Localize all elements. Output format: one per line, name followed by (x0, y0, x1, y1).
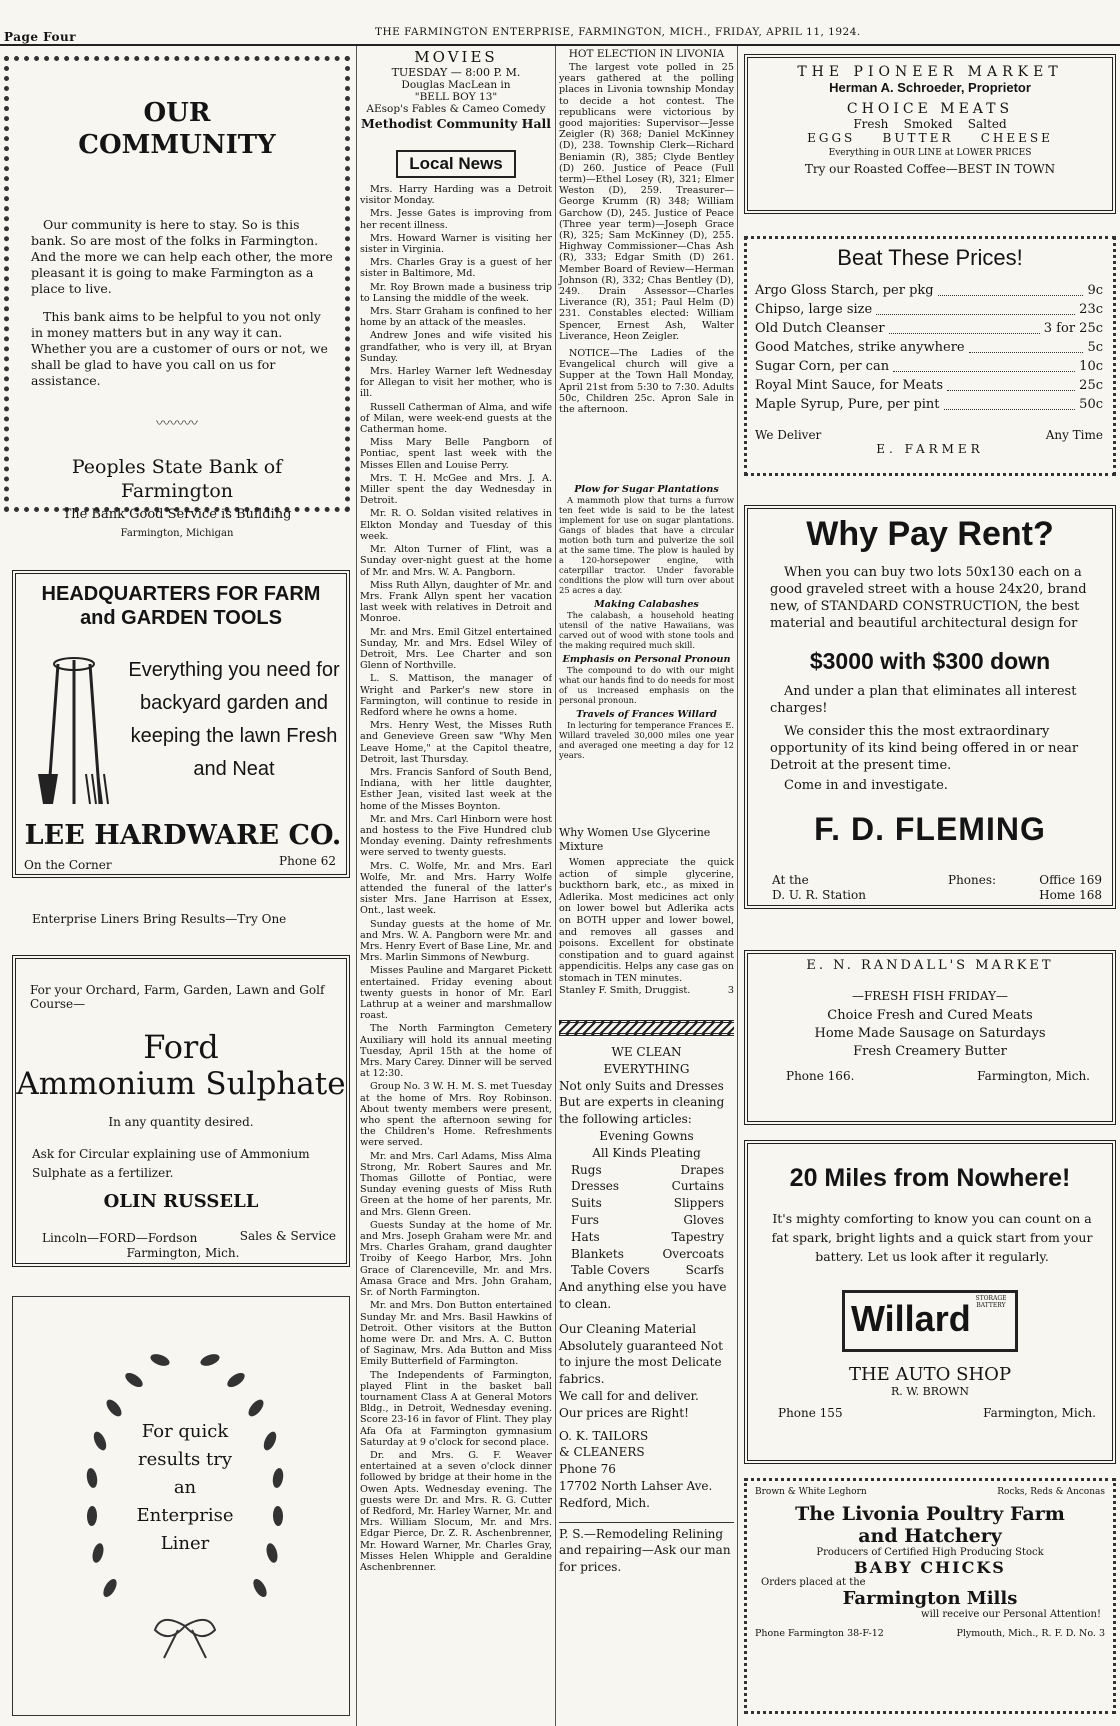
local-news-item: Sunday guests at the home of Mr. and Mrs. W. A. Pangborn were Mr. and Mrs. Henry Evert of Base Line, Mr. and Mrs. Marlin Simmons of Newburg. (360, 918, 552, 964)
auto-body: It's mighty comforting to know you can count on a fat spark, bright lights and a quick start from your battery. Let us look after it regularly. (771, 1211, 1093, 1264)
willard-brand: Willard (851, 1298, 971, 1339)
prices-title: Beat These Prices! (837, 245, 1023, 270)
filler-title: Making Calabashes (594, 599, 699, 610)
filler-title: Emphasis on Personal Pronoun (562, 654, 731, 665)
rent-body: When you can buy two lots 50x130 each on a good graveled street with a house 24x20, brand new, of STANDARD CONSTRUCTION, the best material and beautiful architectural design for (770, 565, 1087, 631)
local-news-item: Mr. and Mrs. Emil Gitzel entertained Sunday, Mr. and Mrs. Edsel Wiley of Detroit, Mrs. Lee Charter and son Glenn of Northville. (360, 626, 552, 672)
price-item-name: Maple Syrup, Pure, per pint (755, 397, 940, 412)
tailors-tail: And anything else you have to clean. (559, 1280, 727, 1311)
price-item-value: 9c (1087, 283, 1103, 298)
ford-ad (12, 955, 350, 1267)
rent-name: F. D. FLEMING (814, 811, 1046, 847)
tailors-item: Slippers (673, 1196, 724, 1211)
dot-leader (947, 376, 1075, 391)
poultry-orders: Orders placed at the (761, 1577, 866, 1588)
rent-come: Come in and investigate. (784, 778, 948, 793)
local-news-item: Mrs. Henry West, the Misses Ruth and Genevieve Green saw "Why Men Leave Home," at the Capitol theatre, Detroit, last Thursday. (360, 720, 552, 765)
bank-name: Peoples State Bank of Farmington (71, 456, 283, 502)
dot-leader (944, 395, 1076, 410)
randall-name: E. N. RANDALL'S MARKET (806, 958, 1054, 973)
rent-at: At the (772, 873, 809, 887)
randall-line: Fresh Creamery Butter (853, 1044, 1007, 1059)
price-item (755, 338, 1103, 357)
tailors-address: 17702 North Lahser Ave. (559, 1478, 713, 1493)
price-item-value: 10c (1079, 359, 1103, 374)
price-list (755, 281, 1103, 414)
garden-tools-icon (28, 654, 120, 814)
movies-line: "BELL BOY 13" (414, 91, 498, 103)
column-rule (356, 46, 357, 1726)
local-news-title: Local News (396, 150, 516, 178)
column-rule (555, 46, 556, 1726)
filler-title: Travels of Frances Willard (576, 709, 717, 720)
tailors-item-row (559, 1178, 734, 1195)
willard-logo (842, 1290, 1018, 1352)
tailors-item: Blankets (571, 1246, 624, 1261)
price-item-name: Sugar Corn, per can (755, 359, 890, 374)
price-item-value: 3 for 25c (1043, 321, 1103, 336)
tailors-town: Redford, Mich. (559, 1495, 650, 1510)
tailors-item: Gloves (683, 1212, 724, 1227)
tailors-call: We call for and deliver. (559, 1388, 699, 1403)
wreath-text (125, 1418, 245, 1558)
price-item (755, 376, 1103, 395)
local-news-item: Dr. and Mrs. G. F. Weaver entertained at a seven o'clock dinner followed by bridge at their home in the Owen Apts. Wednesday evening. The guests were Dr. and Mrs. R. G. Cutter of Redford, Mr. Harley Warner, Mr. and Mrs. William Slocum, Mr. and Mrs. Edgar Pierce, Dr. Z. R. Aschenbrenner, Mr. Howard Warner, Mr. Charles Gray, Misses Helen Whipple and Geraldine Aschenbrenner. (360, 1449, 552, 1573)
local-news-item: Mrs. C. Wolfe, Mr. and Mrs. Earl Wolfe, Mr. and Mrs. Harry Wolfe attended the funeral of the latter's sister Mrs. Jane Harrison at Essex, Ont., last week. (360, 860, 552, 917)
auto-town: Farmington, Mich. (983, 1406, 1096, 1420)
tailors-item-row (559, 1262, 734, 1279)
tailors-item-row (559, 1195, 734, 1212)
masthead: THE FARMINGTON ENTERPRISE, FARMINGTON, MICH., FRIDAY, APRIL 11, 1924. (375, 26, 861, 38)
tailors-ps: P. S.—Remodeling Relining and repairing—Ask our man for prices. (559, 1522, 734, 1576)
filler-body: The calabash, a household heating utensil of the native Hawaiians, was carved out of wood with stone tools and the making required much skill. (559, 610, 734, 650)
tailors-guarantee: Our Cleaning Material Absolutely guaranteed Not to injure the most Delicate fabrics. (559, 1321, 723, 1387)
pioneer-name: THE PIONEER MARKET (797, 64, 1063, 80)
movies-line: AEsop's Fables & Cameo Comedy (366, 103, 546, 115)
ford-intro: For your Orchard, Farm, Garden, Lawn and Golf Course— (30, 983, 325, 1011)
pioneer-meats: CHOICE MEATS (846, 101, 1014, 117)
local-news-item: The North Farmington Cemetery Auxiliary will hold its annual meeting Tuesday, April 15th at the home of Mrs. Mary Carey. Dinner will be served at 12:30. (360, 1023, 552, 1080)
movies-box (360, 48, 552, 131)
tailors-name: O. K. TAILORS (559, 1428, 649, 1443)
randall-market-ad (744, 950, 1116, 1125)
election-story (559, 48, 734, 415)
local-news-item: Mrs. Harley Warner left Wednesday for Allegan to visit her mother, who is ill. (360, 366, 552, 400)
prices-deliver: We Deliver (755, 428, 822, 442)
tailors-line: Evening Gowns (599, 1128, 694, 1143)
liner-note: Enterprise Liners Bring Results—Try One (32, 912, 287, 926)
local-news-item: Mr. R. O. Soldan visited relatives in Elkton Monday and Tuesday of this week. (360, 508, 552, 542)
local-news-item: Mr. Alton Turner of Flint, was a Sunday over-night guest at the home of Mr. and Mrs. W. A. Pangborn. (360, 544, 552, 578)
dot-leader (969, 338, 1084, 353)
local-news-item: Miss Ruth Allyn, daughter of Mr. and Mrs. Frank Allyn spent her vacation last week with relatives in Detroit and Monroe. (360, 579, 552, 625)
local-news-column (360, 184, 552, 1724)
wreath-line: an (173, 1477, 197, 1498)
tailors-item-row (559, 1162, 734, 1179)
rent-station: D. U. R. Station (772, 888, 866, 902)
rent-phones: Phones: (948, 873, 997, 887)
tailors-item: Table Covers (571, 1263, 650, 1278)
hardware-ad (12, 570, 350, 878)
page-header (0, 0, 1120, 46)
local-news-item: Mrs. Starr Graham is confined to her home by an attack of the measles. (360, 306, 552, 329)
hardware-headline: HEADQUARTERS FOR FARM and GARDEN TOOLS (41, 583, 321, 629)
bank-ad-paragraph: Our community is here to stay. So is this bank. So are most of the folks in Farmington. And the more we can help each other, the more pleasant it is going to make Farmington as a place to live. (31, 217, 333, 296)
tailors-intro: Not only Suits and Dresses But are experts in cleaning the following articles: (559, 1078, 725, 1127)
local-news-item: Mrs. T. H. McGee and Mrs. J. A. Miller spent the day Wednesday in Detroit. (360, 472, 552, 507)
bank-tagline: The Bank Good Service is Building (62, 507, 292, 522)
movies-title: MOVIES (414, 48, 498, 66)
tailors-headline: WE CLEAN (611, 1045, 682, 1059)
auto-name: THE AUTO SHOP (848, 1364, 1012, 1385)
hardware-name: LEE HARDWARE CO. (24, 820, 342, 851)
filler-body: In lecturing for temperance Frances E. Willard traveled 30,000 miles one year and averaged one meeting a day for 12 years. (559, 720, 734, 760)
rent-title: Why Pay Rent? (806, 515, 1054, 553)
election-title: HOT ELECTION IN LIVONIA (568, 48, 725, 60)
wreath-line: For quick (141, 1421, 229, 1442)
ford-town: Farmington, Mich. (126, 1246, 240, 1260)
filler-body: The compound to do with our might what our hands find to do needs for most of us increased emphasis on the personal pronoun. (559, 665, 735, 705)
price-item-name: Argo Gloss Starch, per pkg (755, 283, 934, 298)
price-item-value: 5c (1087, 340, 1103, 355)
ford-quantity: In any quantity desired. (108, 1115, 254, 1129)
ford-name: Ford (143, 1028, 219, 1066)
rent-office: Office 169 (1039, 873, 1102, 887)
hardware-location: On the Corner (24, 858, 112, 872)
poultry-will: will receive our Personal Attention! (921, 1609, 1101, 1620)
bank-ad (4, 56, 350, 539)
poultry-rfd: Plymouth, Mich., R. F. D. No. 3 (956, 1628, 1105, 1639)
tailors-item: Hats (571, 1229, 600, 1244)
ford-product: Ammonium Sulphate (16, 1066, 346, 1102)
ford-sales: Sales & Service (239, 1229, 336, 1243)
local-news-item: Russell Catherman of Alma, and wife of Milan, were week-end guests at the Catherman home. (360, 401, 552, 436)
filler-title: Plow for Sugar Plantations (574, 484, 719, 495)
tailors-item: Scarfs (685, 1263, 724, 1278)
tailors-price: Our prices are Right! (559, 1405, 689, 1420)
randall-fish: —FRESH FISH FRIDAY— (851, 989, 1008, 1003)
randall-line: Home Made Sausage on Saturdays (814, 1026, 1046, 1041)
poultry-sub: Producers of Certified High Producing Stock (816, 1547, 1044, 1558)
rent-plan: And under a plan that eliminates all interest charges! (770, 684, 1077, 716)
tailors-item: Drapes (680, 1162, 724, 1177)
rent-price: $3000 with $300 down (809, 648, 1051, 674)
poultry-left: Brown & White Leghorn (755, 1487, 867, 1497)
rent-opportunity: We consider this the most extraordinary opportunity of its kind being offered in or near Detroit at the present time. (770, 724, 1079, 773)
auto-headline: 20 Miles from Nowhere! (789, 1164, 1071, 1192)
rent-ad (744, 505, 1116, 909)
tailors-ad (559, 1044, 734, 1576)
church-notice: NOTICE—The Ladies of the Evangelical church will give a Supper at the Town Hall Monday, April 21st from 5:30 to 7:30. Adults 50c, Children 25c. Apron Sale in the afternoon. (559, 348, 734, 416)
pioneer-dairy: EGGS BUTTER CHEESE (807, 131, 1053, 145)
prices-anytime: Any Time (1045, 428, 1103, 442)
price-item-name: Royal Mint Sauce, for Meats (755, 378, 944, 393)
auto-owner: R. W. BROWN (891, 1385, 969, 1398)
ford-lines: Lincoln—FORD—Fordson (42, 1231, 198, 1245)
local-news-item: Mrs. Howard Warner is visiting her sister in Virginia. (360, 232, 552, 256)
tailors-phone: Phone 76 (559, 1462, 616, 1477)
dot-leader (889, 319, 1040, 334)
tailors-item-row (559, 1246, 734, 1263)
tailors-name: & CLEANERS (559, 1445, 645, 1460)
tailors-item: Suits (571, 1196, 602, 1211)
filler-stories (559, 480, 734, 760)
local-news-item: Mrs. Harry Harding was a Detroit visitor Monday. (360, 184, 552, 207)
bank-ad-paragraph: This bank aims to be helpful to you not only in money matters but in any way it can. Whether you are a customer of ours or not, we shall be glad to have you call on us for assistance. (31, 309, 328, 388)
movies-day: TUESDAY — 8:00 P. M. (391, 66, 521, 79)
poultry-chicks: BABY CHICKS (854, 1558, 1006, 1577)
filler-body: A mammoth plow that turns a furrow ten feet wide is said to be the latest implement for use on sugar plantations. Gangs of blades that have a circular motion both turn and pulverize the soil at the same time. The plow is hauled by a 120-horsepower engine, with caterpillar tractor. Under favorable conditions the plow will turn over about 25 acres a day. (559, 495, 734, 595)
column-rule (737, 46, 738, 1726)
ford-ask: Ask for Circular explaining use of Ammonium Sulphate as a fertilizer. (32, 1147, 310, 1180)
glycerine-sign: Stanley F. Smith, Druggist. (559, 984, 691, 996)
poultry-name: and Hatchery (858, 1525, 1002, 1547)
tailors-headline: EVERYTHING (603, 1061, 690, 1076)
hardware-body: Everything you need for backyard garden and keeping the lawn Fresh and Neat (128, 659, 340, 780)
auto-phone: Phone 155 (778, 1406, 843, 1420)
glycerine-body: Women appreciate the quick action of simple glycerine, buckthorn bark, etc., as mixed in Adlerika. Most medicines act only on lower bowel but Adlerika acts on BOTH upper and lower bowel, and removes all gasses and poisons. Excellent for obstinate constipation and to guard against appendicitis. Helps any case gas on stomach in TEN minutes. (559, 857, 734, 984)
randall-town: Farmington, Mich. (977, 1069, 1090, 1083)
dot-leader (876, 300, 1075, 315)
local-news-item: Andrew Jones and wife visited his grandfather, who is very ill, at Bryan Sunday. (360, 330, 552, 364)
price-item-value: 23c (1079, 302, 1103, 317)
willard-tag: STORAGE BATTERY (975, 1295, 1007, 1309)
dot-leader (893, 357, 1075, 372)
hardware-phone: Phone 62 (279, 854, 336, 868)
wreath-line: results try (137, 1449, 233, 1470)
poultry-right: Rocks, Reds & Anconas (997, 1487, 1105, 1497)
election-body: The largest vote polled in 25 years gathered at the polling places in Livonia township Monday to decide a hot contest. The republicans were victorious by good majorities: Supervisor—Jesse Zeigler (R) 368; Daniel McKinney (D), 238. Township Clerk—Richard Beniamin (R), 385; Clyde Bentley (D) 260. Justice of Peace (Full term)—Ethel Losey (R), 321; Elmer Weston (D), 259. Treasurer—George Krumm (R) 348; William Garchow (D), 245. Justice of Peace (Three year term)—Joseph Grace (R), 325; Sam McKinney (D), 255. Highway Commissioner—Chas Ash (R), 333; Edgar Smith (D) 261. Member Board of Review—Herman Johnson (R), 332; Chas Bentley (D), 249. Drain Assessor—Charles Liverance (R), 351; Paul Helm (D) 231. Constables elected: William Spencer, Ernest Ash, Walter Liverance, Heon Zeigler. (559, 62, 734, 342)
glycerine-title: Why Women Use Glycerine Mixture (559, 826, 711, 853)
price-item (755, 357, 1103, 376)
pioneer-market-ad (744, 54, 1116, 214)
randall-phone: Phone 166. (786, 1069, 855, 1083)
tailors-item: Furs (571, 1212, 599, 1227)
poultry-name: The Livonia Poultry Farm (795, 1503, 1065, 1525)
dot-leader (938, 281, 1084, 296)
page-number: Page Four (4, 30, 77, 44)
price-item-value: 25c (1079, 378, 1103, 393)
pioneer-coffee: Try our Roasted Coffee—BEST IN TOWN (804, 162, 1056, 176)
bank-ad-title: OUR COMMUNITY (78, 98, 276, 160)
local-news-item: Misses Pauline and Margaret Pickett entertained. Friday evening about twenty guests in honor of Mr. Earl Lathrup at a weiner and marshmallow roast. (360, 965, 552, 1022)
ford-dealer: OLIN RUSSELL (103, 1191, 259, 1212)
local-news-item: Mr. and Mrs. Carl Adams, Miss Alma Strong, Mr. Robert Saures and Mr. Thomas Gillotte of Pontiac, were Sunday evening guests of Miss Ruth Green at the home of her parents, Mr. and Mrs. Glenn Green. (360, 1150, 552, 1218)
local-news-item: Guests Sunday at the home of Mr. and Mrs. Joseph Graham were Mr. and Mrs. Charles Graham, grand daughter Troiby of Keego Harbor, Mrs. John Grace of Clarenceville, Mr. and Mrs. Amasa Grace and Mrs. John Graham, Sr. of North Farmington. (360, 1219, 552, 1299)
local-news-item: Mr. and Mrs. Don Button entertained Sunday Mr. and Mrs. Basil Hawkins of Detroit. Other visitors at the Button home were Dr. and Mrs. A. C. Button of Saginaw, Mrs. Ada Button and Miss Emily Butterfield of Farmington. (360, 1300, 552, 1368)
price-item-value: 50c (1079, 397, 1103, 412)
local-news-item: Mrs. Francis Sanford of South Bend, Indiana, with her little daughter, Esther Jean, visited last week at the home of the Misses Boynton. (360, 766, 552, 812)
prices-ad (744, 236, 1116, 476)
auto-shop-ad (744, 1140, 1116, 1464)
poultry-phone: Phone Farmington 38-F-12 (755, 1628, 884, 1639)
price-item-name: Old Dutch Cleanser (755, 321, 885, 336)
price-item (755, 395, 1103, 414)
tailors-item-row (559, 1212, 734, 1229)
local-news-item: Mr. Roy Brown made a business trip to Lansing the middle of the week. (360, 281, 552, 304)
pioneer-line: Everything in OUR LINE at LOWER PRICES (828, 148, 1032, 158)
pioneer-cuts: Fresh Smoked Salted (853, 117, 1007, 131)
ornamental-border (559, 1020, 734, 1036)
tailors-item-row (559, 1229, 734, 1246)
local-news-item: Mr. and Mrs. Carl Hinborn were host and hostess to the Five Hundred club Monday evening. Dainty refreshments were served to twenty guests. (360, 813, 552, 859)
tailors-item: Tapestry (671, 1229, 724, 1244)
local-news-item: Group No. 3 W. H. M. S. met Tuesday at the home of Mrs. Roy Robinson. About twenty members were present, who spent the afternoon sewing for the Children's Home. Refreshments were served. (360, 1081, 552, 1149)
tailors-items (559, 1162, 734, 1280)
poultry-mills: Farmington Mills (842, 1588, 1018, 1609)
poultry-ad (744, 1478, 1116, 1714)
price-item-name: Chipso, large size (755, 302, 873, 317)
bank-location: Farmington, Michigan (120, 528, 234, 539)
glycerine-number: 3 (727, 984, 734, 996)
wreath-line: Liner (160, 1533, 210, 1554)
local-news-item: Miss Mary Belle Pangborn of Pontiac, spent last week with the Misses Ellen and Louise Perry. (360, 437, 552, 471)
tailors-item: Dresses (571, 1179, 620, 1194)
local-news-item: L. S. Mattison, the manager of Wright and Parker's new store in Farmington, will continue to reside in Redford where he owns a home. (360, 673, 552, 718)
tailors-line: All Kinds Pleating (592, 1145, 701, 1160)
movies-line: Douglas MacLean in (401, 79, 511, 91)
divider: 〰〰〰 (156, 416, 198, 432)
price-item (755, 281, 1103, 300)
wreath-line: Enterprise (136, 1505, 234, 1526)
tailors-item: Curtains (671, 1179, 724, 1194)
tailors-item: Overcoats (662, 1246, 724, 1261)
local-news-item: Mrs. Charles Gray is a guest of her sister in Baltimore, Md. (360, 257, 552, 280)
rent-home: Home 168 (1039, 888, 1102, 902)
local-news-item: The Independents of Farmington, played Flint in the basket ball tournament Class A at General Motors Bldg., in Detroit, Wednesday evening. Score 23-16 in favor of Flint. They play Afa Ofa at Farmington gymnasium Saturday at 9 o'clock for second place. (360, 1369, 552, 1448)
pioneer-proprietor: Herman A. Schroeder, Proprietor (829, 80, 1031, 95)
price-item (755, 300, 1103, 319)
movies-venue: Methodist Community Hall (360, 116, 552, 131)
price-item (755, 319, 1103, 338)
randall-line: Choice Fresh and Cured Meats (827, 1008, 1033, 1023)
tailors-item: Rugs (571, 1162, 602, 1177)
price-item-name: Good Matches, strike anywhere (755, 340, 965, 355)
glycerine-ad (559, 826, 734, 996)
local-news-item: Mrs. Jesse Gates is improving from her recent illness. (360, 208, 552, 231)
prices-store: E. FARMER (876, 442, 984, 456)
